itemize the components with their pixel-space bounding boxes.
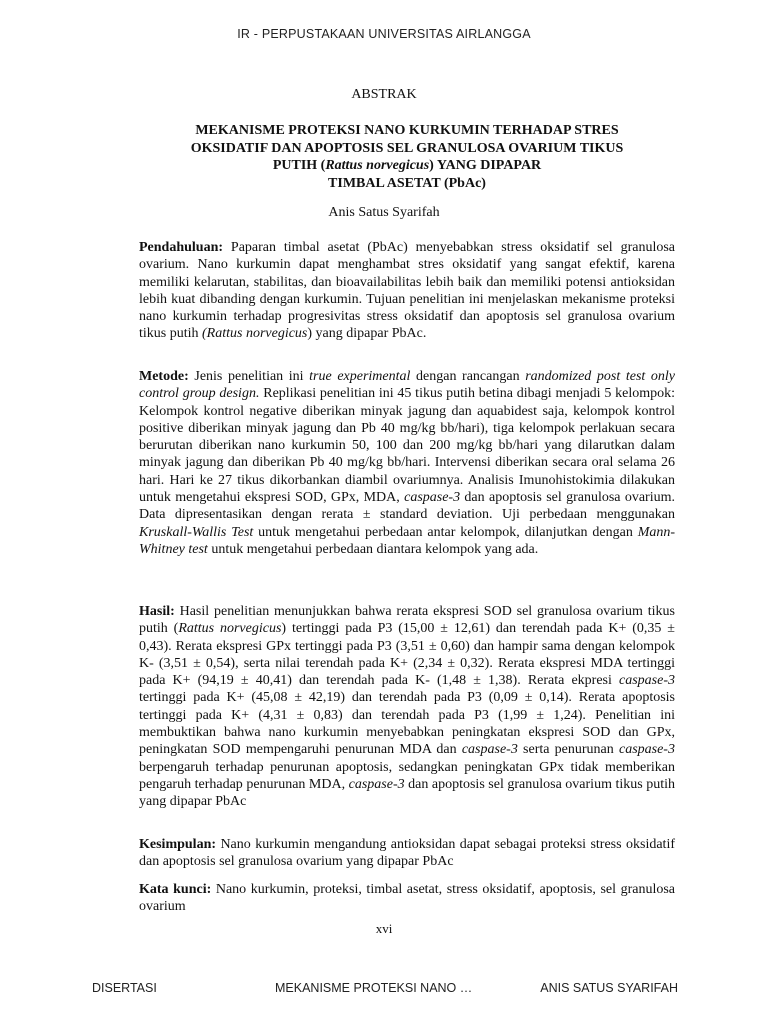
metode-text-4: dan apoptosis sel granulosa ovarium. Data dipresentasikan dengan rerata ± standard deviation. Uji perbedaan menggunakan — [139, 490, 675, 523]
footer-right: ANIS SATUS SYARIFAH — [540, 981, 678, 995]
metode-italic-3: caspase-3 — [404, 490, 461, 506]
metode-italic-4: Kruskall-Wallis Test — [139, 524, 254, 540]
title-line-4: TIMBAL ASETAT (PbAc) — [328, 175, 486, 191]
page-header: IR - PERPUSTAKAAN UNIVERSITAS AIRLANGGA — [237, 27, 531, 41]
pendahuluan-text-1: Paparan timbal asetat (PbAc) menyebabkan stress oksidatif sel granulosa ovarium. Nano kurkumin dapat menghambat stres oksidatif yang sangat efektif, karena memiliki kelarutan, stabilitas, dan bioavailabilitas lebih baik dan memiliki potensi antioksidan lebih kuat dibanding dengan kurkumin. Tujuan penelitian ini menjelaskan mekanisme proteksi nano kurkumin terhadap progresivitas stress oksidatif dan apoptosis sel granulosa ovarium tikus putih — [139, 240, 675, 342]
title-line-3 — [140, 157, 674, 175]
metode-text-1: Jenis penelitian ini — [188, 369, 310, 384]
metode-italic-1: true experimental — [309, 369, 411, 384]
hasil-text-1: Hasil penelitian menunjukkan bahwa rerata ekspresi SOD sel granulosa ovarium tikus putih ( — [139, 604, 675, 637]
pendahuluan-text-2: ) yang dipapar PbAc. — [307, 326, 427, 342]
title-line-1: MEKANISME PROTEKSI NANO KURKUMIN TERHADAP STRES — [195, 123, 619, 138]
metode-italic-2: randomized post test only control group design. — [139, 369, 675, 402]
metode-text-3: Replikasi penelitian ini 45 tikus putih betina dibagi menjadi 5 kelompok: Kelompok kontrol negative diberikan minyak jagung dan aquabidest saja, kelompok kontrol positive diberikan minyak jagung dan Pb 40 mg/kg bb/hari), tiga kelompok perlakuan secara berurutan diberikan nano kurkumin 50, 100 dan 200 mg/kg bb/hari yang dilarutkan dalam minyak jagung dan diberikan Pb 40 mg/kg bb/hari. Intervensi diberikan secara oral selama 26 hari. Hari ke 27 tikus dikorbankan diambil ovariumnya. Analisis Imunohistokimia dilakukan untuk mengetahui ekspresi SOD, GPx, MDA, — [139, 386, 675, 506]
pendahuluan-paragraph — [139, 239, 675, 343]
hasil-text-6: dan apoptosis sel granulosa ovarium tikus putih yang dipapar PbAc — [139, 776, 675, 810]
hasil-italic-1: Rattus norvegicus — [178, 621, 282, 637]
keywords-label: Kata kunci: — [139, 882, 212, 897]
title-line-2: OKSIDATIF DAN APOPTOSIS SEL GRANULOSA OVARIUM TIKUS — [190, 140, 624, 156]
title-species: Rattus norvegicus — [325, 158, 430, 173]
hasil-italic-5: caspase-3 — [348, 776, 405, 792]
metode-text-5: untuk mengetahui perbedaan antar kelompok, dilanjutkan dengan — [253, 524, 638, 540]
kesimpulan-paragraph — [139, 836, 675, 871]
kesimpulan-label: Kesimpulan: — [139, 837, 217, 852]
hasil-text-5: berpengaruh terhadap penurunan apoptosis, sedangkan peningkatan GPx tidak memberikan pengaruh terhadap penurunan MDA, — [139, 759, 675, 792]
pendahuluan-label: Pendahuluan: — [139, 240, 224, 255]
kesimpulan-text: Nano kurkumin mengandung antioksidan dapat sebagai proteksi stress oksidatif dan apoptosis sel granulosa ovarium yang dipapar PbAc — [139, 837, 675, 870]
hasil-italic-2: caspase-3 — [619, 673, 675, 689]
title-line-3-post: ) YANG DIPAPAR — [429, 158, 542, 173]
hasil-paragraph — [139, 603, 675, 811]
page-number: xvi — [375, 921, 393, 936]
hasil-text-3: tertinggi pada K+ (45,08 ± 42,19) dan terendah pada P3 (0,09 ± 0,14). Rerata apoptosis tertinggi pada K+ (4,31 ± 0,83) dan terendah pada P3 (1,99 ± 1,24). Penelitian ini membuktikan bahwa nano kurkumin menyebabkan peningkatan ekspresi SOD dan GPx, peningkatan SOD mempengaruhi penurunan MDA dan — [139, 690, 675, 758]
keywords-paragraph — [139, 881, 675, 916]
metode-text-6: untuk mengetahui perbedaan diantara kelompok yang ada. — [207, 541, 539, 557]
keywords-text: Nano kurkumin, proteksi, timbal asetat, stress oksidatif, apoptosis, sel granulosa ovarium — [139, 882, 676, 915]
hasil-text-4: serta penurunan — [517, 742, 619, 758]
abstract-heading: ABSTRAK — [351, 87, 417, 102]
footer-left: DISERTASI — [92, 981, 157, 995]
author-name: Anis Satus Syarifah — [328, 205, 440, 220]
metode-paragraph — [139, 368, 675, 558]
document-title — [140, 122, 674, 192]
metode-label: Metode: — [139, 369, 189, 384]
pendahuluan-italic-1: (Rattus norvegicus — [202, 326, 308, 342]
metode-text-2: dengan rancangan — [410, 369, 526, 384]
title-line-3-pre: PUTIH ( — [272, 158, 326, 173]
page-footer — [92, 981, 678, 999]
metode-italic-5: Mann-Whitney test — [139, 524, 676, 557]
hasil-label: Hasil: — [139, 604, 175, 619]
footer-middle: MEKANISME PROTEKSI NANO … — [275, 981, 473, 995]
hasil-italic-3: caspase-3 — [461, 742, 518, 758]
hasil-italic-4: caspase-3 — [618, 742, 675, 758]
hasil-text-2: ) tertinggi pada P3 (15,00 ± 12,61) dan terendah pada K+ (0,35 ± 0,43). Rerata ekspresi GPx tertinggi pada P3 (3,51 ± 0,60) dan hampir sama dengan kelompok K- (3,51 ± 0,54), serta nilai terendah pada K+ (2,34 ± 0,32). Rerata ekspresi MDA tertinggi pada K+ (94,19 ± 40,41) dan terendah pada K- (1,48 ± 1,38). Rerata ekpresi — [139, 621, 675, 689]
